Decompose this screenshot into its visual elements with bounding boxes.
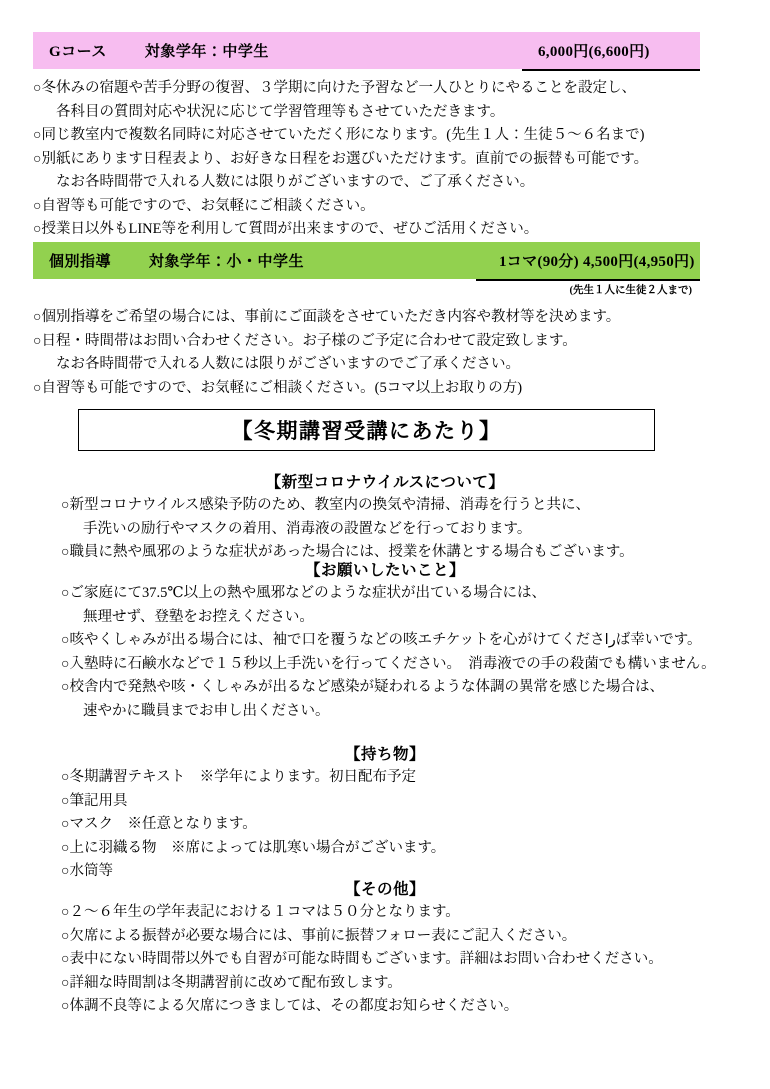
list-item (33, 377, 700, 401)
section-heading: 【お願いしたいこと】 (304, 562, 465, 579)
bullet-mark: ○ (61, 999, 70, 1014)
list-item (33, 813, 737, 837)
list-item-text: 別紙にあります日程表より、お好きな日程をお選びいただけます。直前での振替も可能です。 (41, 150, 649, 167)
bullet-mark: ○ (61, 840, 70, 856)
list-item-text: 日程・時間帯はお問い合わせください。お子様のご予定に合わせて設定致します。 (41, 332, 577, 349)
list-item (33, 676, 737, 700)
course-capacity-note: (先生１人に生徒２人まで) (569, 285, 692, 296)
bullet-mark: ○ (61, 975, 70, 991)
course-block-kobetsu-shidou (33, 242, 700, 400)
bullet-mark: ○ (61, 928, 70, 944)
course-banner-left (33, 250, 304, 271)
list-item-text: 新型コロナウイルス感染予防のため、教室内の換気や清掃、消毒を行うと共に、 (69, 497, 591, 513)
section-requests (33, 558, 737, 723)
list-item (33, 518, 737, 542)
bullet-mark: ○ (61, 545, 70, 560)
list-item (33, 948, 737, 972)
section-list-requests (33, 582, 737, 723)
list-item (33, 148, 700, 172)
course-block-g-course (33, 32, 700, 242)
list-item-text: 表中にない時間帯以外でも自習が可能な時間もございます。詳細はお問い合わせください。 (69, 951, 663, 967)
bullet-mark: ○ (61, 793, 70, 809)
list-item (33, 306, 700, 330)
list-item-text: 体調不良等による欠席につきましては、その都度お知らせください。 (69, 998, 519, 1014)
course-name-label: 個別指導 (49, 254, 112, 270)
bullet-mark: ○ (33, 81, 42, 96)
bullet-mark: ○ (33, 222, 42, 237)
list-item (33, 606, 737, 630)
list-item-text: 入塾時に石鹸水などで１５秒以上手洗いを行ってください。 消毒液での手の殺菌でも構いません。 (69, 655, 716, 672)
list-item-text: 校舎内で発熱や咳・くしゃみが出るなど感染が疑われるような体調の異常を感じた場合は、 (69, 679, 664, 695)
list-item-text: 筆記用具 (69, 792, 128, 809)
list-item (33, 629, 737, 653)
main-title-box (78, 409, 655, 451)
list-item (33, 972, 737, 996)
section-heading: 【持ち物】 (344, 746, 425, 763)
course-price-underline (476, 279, 700, 281)
course-price-underline (522, 69, 700, 71)
bullet-mark: ○ (61, 770, 70, 785)
list-item-text: ご家庭にて37.5℃以上の熱や風邪などのような症状が出ている場合には、 (69, 585, 547, 601)
course-name-label: Gコース (49, 44, 107, 60)
list-item-text: なお各時間帯で入れる人数には限りがございますのでご了承ください。 (56, 356, 520, 372)
list-item-text: 自習等も可能ですので、お気軽にご相談ください。 (41, 197, 375, 214)
course-price-label: 6,000円(6,600円) (538, 44, 650, 60)
section-other (33, 877, 737, 1019)
course-banner-g-course (33, 32, 700, 69)
bullet-mark: ○ (61, 498, 70, 513)
course-target-grade-label: 対象学年：中学生 (144, 44, 269, 60)
section-heading: 【新型コロナウイルスについて】 (265, 474, 505, 491)
section-list-other (33, 901, 737, 1019)
bullet-mark: ○ (33, 310, 42, 325)
course-price-label: 1コマ(90分) 4,500円(4,950円) (499, 254, 695, 270)
section-belongings (33, 742, 737, 884)
list-item (33, 218, 700, 242)
list-item-text: 詳細な時間割は冬期講習前に改めて配布致します。 (69, 974, 402, 991)
list-item-text: 授業日以外もLINE等を利用して質問が出来ますので、ぜひご活用ください。 (41, 221, 539, 237)
list-item-text: 冬休みの宿題や苦手分野の復習、３学期に向けた予習など一人ひとりにやることを設定し、 (41, 80, 636, 96)
bullet-mark: ○ (33, 151, 42, 167)
list-item-text: 職員に熱や風邪のような症状があった場合には、授業を休講とする場合もございます。 (69, 544, 634, 560)
bullet-mark: ○ (33, 198, 42, 214)
list-item (33, 101, 700, 125)
section-list-belongings (33, 766, 737, 884)
bullet-mark: ○ (61, 864, 70, 879)
course-details-list-kobetsu-shidou (33, 306, 700, 400)
bullet-mark: ○ (61, 656, 70, 672)
section-heading: 【その他】 (344, 881, 425, 898)
list-item (33, 790, 737, 814)
list-item (33, 653, 737, 677)
bullet-mark: ○ (61, 633, 70, 648)
list-item-text: 欠席による振替が必要な場合には、事前に振替フォロー表にご記入ください。 (69, 927, 577, 944)
list-item (33, 995, 737, 1019)
bullet-mark: ○ (33, 380, 42, 396)
list-item (33, 124, 700, 148)
list-item-text: 咳やくしゃみが出る場合には、袖で口を覆うなどの咳エチケットを心がけてくださراば幸いです。 (69, 632, 702, 648)
list-item-text: 水筒等 (69, 863, 113, 879)
course-banner-left (33, 40, 269, 61)
list-item-text: マスク ※任意となります。 (69, 816, 257, 832)
list-item-text: 上に羽織る物 ※席によっては肌寒い場合がございます。 (69, 839, 446, 856)
list-item-text: ２～６年生の学年表記における１コマは５０分となります。 (69, 904, 460, 920)
list-item-text: 冬期講習テキスト ※学年によります。初日配布予定 (69, 769, 417, 785)
course-details-list-g-course (33, 77, 700, 242)
list-item (33, 837, 737, 861)
list-item-text: 各科目の質問対応や状況に応じて学習管理等もさせていただきます。 (56, 103, 505, 120)
list-item (33, 925, 737, 949)
list-item (33, 582, 737, 606)
course-banner-kobetsu-shidou (33, 242, 700, 279)
list-item (33, 330, 700, 354)
list-item-text: 速やかに職員までお申し出ください。 (83, 702, 330, 719)
course-target-grade-label: 対象学年：小・中学生 (149, 254, 305, 270)
list-item (33, 494, 737, 518)
page-title: 【冬期講習受講にあたり】 (231, 419, 502, 443)
list-item-text: 手洗いの励行やマスクの着用、消毒液の設置などを行っております。 (83, 520, 532, 537)
bullet-mark: ○ (61, 586, 70, 601)
list-item (33, 766, 737, 790)
bullet-mark: ○ (61, 680, 70, 695)
list-item-text: 自習等も可能ですので、お気軽にご相談ください。(5コマ以上お取りの方) (41, 379, 523, 396)
list-item-text: 無理せず、登塾をお控えください。 (83, 608, 314, 625)
list-item-text: 個別指導をご希望の場合には、事前にご面談をさせていただき内容や教材等を決めます。 (41, 309, 621, 325)
bullet-mark: ○ (61, 905, 70, 920)
bullet-mark: ○ (33, 128, 42, 143)
list-item (33, 353, 700, 377)
list-item (33, 700, 737, 724)
list-item (33, 195, 700, 219)
list-item (33, 171, 700, 195)
bullet-mark: ○ (33, 333, 42, 349)
list-item-text: なお各時間帯で入れる人数には限りがございますので、ご了承ください。 (56, 174, 535, 190)
bullet-mark: ○ (61, 952, 70, 967)
list-item (33, 901, 737, 925)
list-item-text: 同じ教室内で複数名同時に対応させていただく形になります。(先生１人：生徒５～６名まで) (41, 127, 645, 143)
section-list-covid (33, 494, 737, 565)
list-item (33, 77, 700, 101)
bullet-mark: ○ (61, 817, 70, 832)
section-covid (33, 470, 737, 565)
